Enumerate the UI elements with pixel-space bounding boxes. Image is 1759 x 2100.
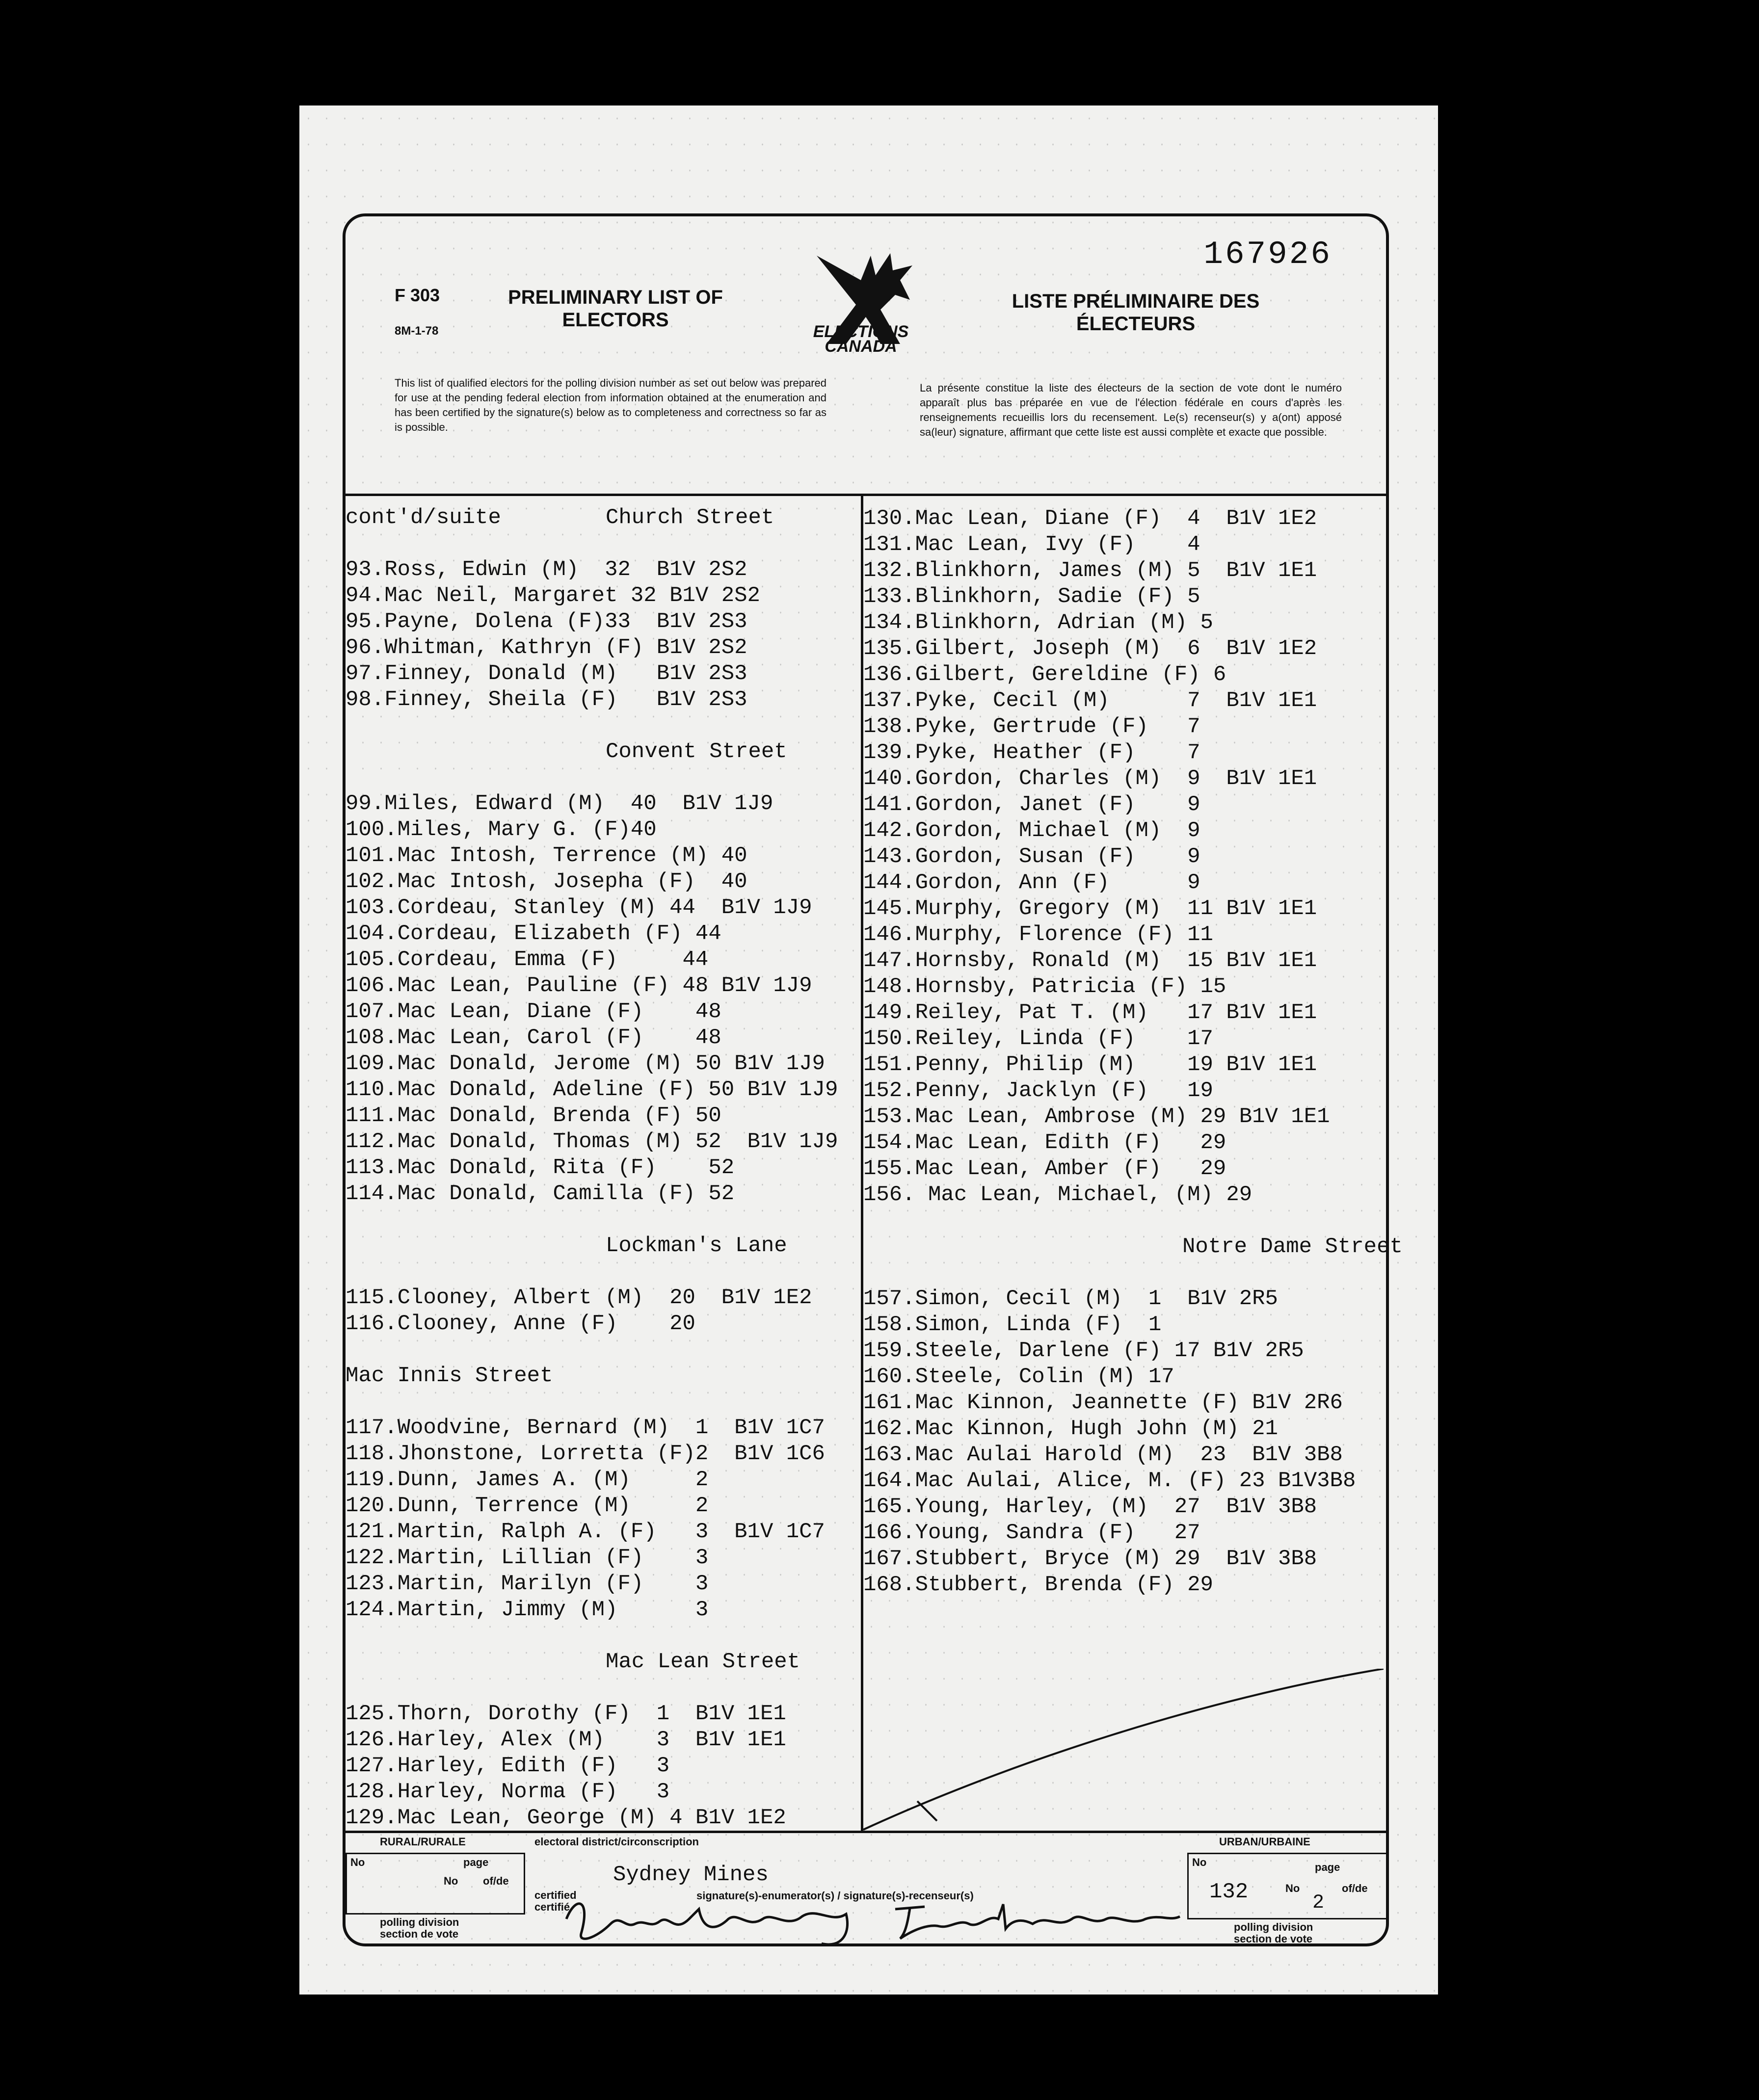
elector-entry: 104.Cordeau, Elizabeth (F) 44 (346, 921, 721, 946)
elector-entry: 121.Martin, Ralph A. (F) 3 B1V 1C7 (346, 1520, 825, 1544)
elector-entry: 135.Gilbert, Joseph (M) 6 B1V 1E2 (863, 636, 1317, 661)
elector-entry: 107.Mac Lean, Diane (F) 48 (346, 999, 721, 1024)
elector-entry: 150.Reiley, Linda (F) 17 (863, 1026, 1213, 1051)
rural-polling-division-label: polling division section de vote (380, 1916, 459, 1940)
elector-entry: 132.Blinkhorn, James (M) 5 B1V 1E1 (863, 558, 1317, 583)
elector-entry: 102.Mac Intosh, Josepha (F) 40 (346, 869, 747, 894)
elector-entry: 112.Mac Donald, Thomas (M) 52 B1V 1J9 (346, 1129, 838, 1154)
elector-entry: 96.Whitman, Kathryn (F) B1V 2S2 (346, 635, 747, 660)
elector-entry: 151.Penny, Philip (M) 19 B1V 1E1 (863, 1052, 1317, 1077)
elector-entry: 159.Steele, Darlene (F) 17 B1V 2R5 (863, 1339, 1304, 1363)
form-number: F 303 (395, 285, 440, 305)
elector-entry: 129.Mac Lean, George (M) 4 B1V 1E2 (346, 1806, 786, 1830)
elector-entry: 127.Harley, Edith (F) 3 (346, 1754, 670, 1778)
elector-entry: 153.Mac Lean, Ambrose (M) 29 B1V 1E1 (863, 1104, 1330, 1129)
elector-entry: 140.Gordon, Charles (M) 9 B1V 1E1 (863, 766, 1317, 791)
elector-entry: 156. Mac Lean, Michael, (M) 29 (863, 1182, 1253, 1207)
elector-entry: 119.Dunn, James A. (M) 2 (346, 1468, 709, 1492)
elector-entry: 164.Mac Aulai, Alice, M. (F) 23 B1V3B8 (863, 1469, 1356, 1493)
elector-entry: 97.Finney, Donald (M) B1V 2S3 (346, 661, 747, 686)
electoral-district-label: electoral district/circonscription (534, 1836, 699, 1848)
elector-entry: 137.Pyke, Cecil (M) 7 B1V 1E1 (863, 688, 1317, 713)
blank-line (346, 713, 858, 739)
elector-entry: 166.Young, Sandra (F) 27 (863, 1521, 1200, 1545)
elector-entry: 105.Cordeau, Emma (F) 44 (346, 947, 709, 972)
signature-label: signature(s)-enumerator(s) / signature(s)-recenseur(s) (696, 1890, 974, 1902)
blank-line (346, 1675, 858, 1701)
elector-entry: 134.Blinkhorn, Adrian (M) 5 (863, 610, 1213, 635)
street-name: Mac Lean Street (606, 1650, 800, 1674)
elector-entry: 94.Mac Neil, Margaret 32 B1V 2S2 (346, 583, 760, 608)
street-heading (346, 739, 858, 765)
elector-entry: 109.Mac Donald, Jerome (M) 50 B1V 1J9 (346, 1051, 825, 1076)
elector-entry: 93.Ross, Edwin (M) 32 B1V 2S2 (346, 557, 747, 582)
elector-entry: 133.Blinkhorn, Sadie (F) 5 (863, 584, 1200, 609)
elector-entry: 117.Woodvine, Bernard (M) 1 B1V 1C7 (346, 1416, 825, 1440)
rural-page-label: page (463, 1856, 489, 1868)
blank-line (863, 1260, 1379, 1286)
form-date: 8M-1-78 (395, 324, 439, 338)
street-name: Lockman's Lane (606, 1234, 787, 1258)
street-name: Convent Street (606, 739, 787, 764)
serial-number: 167926 (1203, 236, 1332, 273)
blank-line (346, 1259, 858, 1285)
elector-entry: 120.Dunn, Terrence (M) 2 (346, 1494, 709, 1518)
electoral-district-value: Sydney Mines (613, 1863, 769, 1887)
blank-line (346, 765, 858, 791)
elector-entry: 147.Hornsby, Ronald (M) 15 B1V 1E1 (863, 948, 1317, 973)
elector-entry: 138.Pyke, Gertrude (F) 7 (863, 714, 1200, 739)
title-english: PRELIMINARY LIST OF ELECTORS (508, 287, 723, 331)
elector-entry: 158.Simon, Linda (F) 1 (863, 1312, 1162, 1337)
rural-no-sub-label: No (444, 1875, 458, 1887)
elector-entry: 165.Young, Harley, (M) 27 B1V 3B8 (863, 1495, 1317, 1519)
blank-line (346, 1337, 858, 1363)
elector-entry: 145.Murphy, Gregory (M) 11 B1V 1E1 (863, 896, 1317, 921)
elector-entry: 118.Jhonstone, Lorretta (F)2 B1V 1C6 (346, 1442, 825, 1466)
blank-line (346, 531, 858, 557)
street-heading (863, 1234, 1403, 1260)
logo-text: ELECTIONS CANADA (813, 322, 909, 356)
elector-entry: 101.Mac Intosh, Terrence (M) 40 (346, 843, 747, 868)
blank-line (346, 1207, 858, 1233)
elector-entry: 106.Mac Lean, Pauline (F) 48 B1V 1J9 (346, 973, 812, 998)
elector-entry: 113.Mac Donald, Rita (F) 52 (346, 1155, 735, 1180)
elector-entry: 155.Mac Lean, Amber (F) 29 (863, 1156, 1226, 1181)
blank-line (346, 1389, 858, 1415)
elector-entry: 163.Mac Aulai Harold (M) 23 B1V 3B8 (863, 1443, 1343, 1467)
elector-entry: 152.Penny, Jacklyn (F) 19 (863, 1078, 1213, 1103)
elector-entry: 146.Murphy, Florence (F) 11 (863, 922, 1213, 947)
elector-entry: 143.Gordon, Susan (F) 9 (863, 844, 1200, 869)
elector-entry: 130.Mac Lean, Diane (F) 4 B1V 1E2 (863, 506, 1317, 531)
enumerator-signature-1 (557, 1890, 876, 1953)
polling-division-number: 132 (1209, 1880, 1249, 1904)
street-heading-prefix: Mac Innis Street (346, 1364, 553, 1388)
elector-entry: 149.Reiley, Pat T. (M) 17 B1V 1E1 (863, 1000, 1317, 1025)
elector-entry: 116.Clooney, Anne (F) 20 (346, 1312, 695, 1336)
page-number: 2 (1312, 1892, 1325, 1914)
elector-entry: 126.Harley, Alex (M) 3 B1V 1E1 (346, 1728, 786, 1752)
urban-polling-division-label: polling division section de vote (1234, 1921, 1313, 1945)
elector-list-left-column (346, 505, 858, 1831)
elector-entry: 99.Miles, Edward (M) 40 B1V 1J9 (346, 791, 773, 816)
elector-entry: 114.Mac Donald, Camilla (F) 52 (346, 1181, 735, 1206)
elector-list-form (343, 213, 1403, 1946)
elector-entry: 154.Mac Lean, Edith (F) 29 (863, 1130, 1226, 1155)
elector-entry: 141.Gordon, Janet (F) 9 (863, 792, 1200, 817)
elector-entry: 103.Cordeau, Stanley (M) 44 B1V 1J9 (346, 895, 812, 920)
street-name: Church Street (606, 505, 774, 530)
elector-entry: 123.Martin, Marilyn (F) 3 (346, 1572, 709, 1596)
elector-entry: 98.Finney, Sheila (F) B1V 2S3 (346, 687, 747, 712)
elector-entry: 167.Stubbert, Bryce (M) 29 B1V 3B8 (863, 1547, 1317, 1571)
street-heading (346, 1233, 858, 1259)
street-heading (346, 1363, 858, 1389)
elector-entry: 160.Steele, Colin (M) 17 (863, 1365, 1174, 1389)
document-sheet (299, 105, 1438, 1995)
certified-label: certified certifié (534, 1889, 577, 1913)
header-divider (346, 494, 1386, 496)
rural-of-label: of/de (483, 1875, 509, 1887)
elector-entry: 131.Mac Lean, Ivy (F) 4 (863, 532, 1200, 557)
elector-entry: 148.Hornsby, Patricia (F) 15 (863, 974, 1226, 999)
elector-entry: 108.Mac Lean, Carol (F) 48 (346, 1025, 721, 1050)
urban-label: URBAN/URBAINE (1219, 1836, 1310, 1848)
elector-entry: 110.Mac Donald, Adeline (F) 50 B1V 1J9 (346, 1077, 838, 1102)
elector-entry: 125.Thorn, Dorothy (F) 1 B1V 1E1 (346, 1702, 786, 1726)
street-name: Notre Dame Street (1182, 1234, 1403, 1259)
elector-entry: 122.Martin, Lillian (F) 3 (346, 1546, 709, 1570)
rural-no-label: No (350, 1856, 365, 1868)
urban-no-label: No (1192, 1856, 1207, 1868)
cancellation-line (863, 1669, 1384, 1831)
urban-of-label: of/de (1342, 1882, 1368, 1894)
enumerator-signature-2 (885, 1890, 1190, 1953)
title-french: LISTE PRÉLIMINAIRE DES ÉLECTEURS (1012, 290, 1260, 335)
elector-entry: 168.Stubbert, Brenda (F) 29 (863, 1573, 1213, 1597)
street-heading-prefix: cont'd/suite (346, 505, 501, 530)
elector-entry: 142.Gordon, Michael (M) 9 (863, 818, 1200, 843)
elector-entry: 115.Clooney, Albert (M) 20 B1V 1E2 (346, 1286, 812, 1310)
blank-line (346, 1623, 858, 1649)
elector-entry: 162.Mac Kinnon, Hugh John (M) 21 (863, 1417, 1278, 1441)
urban-no-sub-label: No (1285, 1882, 1300, 1894)
elector-entry: 136.Gilbert, Gereldine (F) 6 (863, 662, 1226, 687)
elector-list-right-column (863, 506, 1403, 1598)
elector-entry: 111.Mac Donald, Brenda (F) 50 (346, 1103, 721, 1128)
rural-label: RURAL/RURALE (380, 1836, 466, 1848)
street-heading (346, 1649, 858, 1675)
description-english: This list of qualified electors for the polling division number as set out below was prepared for use at the pending federal election from information obtained at the enumeration and has been certified by the signature(s) below as to completeness and correctness so far as is possible. (395, 377, 826, 433)
blank-line (863, 1208, 1379, 1234)
description-french: La présente constitue la liste des électeurs de la section de vote dont le numéro apparaît plus bas préparée en vue de l'élection fédérale en cours d'après les renseignements recueillis lors du recensement. Le(s) recenseur(s) y a(ont) apposé sa(leur) signature, affirmant que cette liste est aussi complète et exacte que possible. (920, 382, 1342, 438)
elector-entry: 157.Simon, Cecil (M) 1 B1V 2R5 (863, 1286, 1278, 1311)
street-heading (346, 505, 858, 531)
elector-entry: 144.Gordon, Ann (F) 9 (863, 870, 1200, 895)
elector-entry: 124.Martin, Jimmy (M) 3 (346, 1598, 709, 1622)
elector-entry: 128.Harley, Norma (F) 3 (346, 1780, 670, 1804)
elector-entry: 139.Pyke, Heather (F) 7 (863, 740, 1200, 765)
urban-page-label: page (1315, 1861, 1340, 1873)
elector-entry: 161.Mac Kinnon, Jeannette (F) B1V 2R6 (863, 1391, 1343, 1415)
elector-entry: 100.Miles, Mary G. (F)40 (346, 817, 657, 842)
elector-entry: 95.Payne, Dolena (F)33 B1V 2S3 (346, 609, 747, 634)
